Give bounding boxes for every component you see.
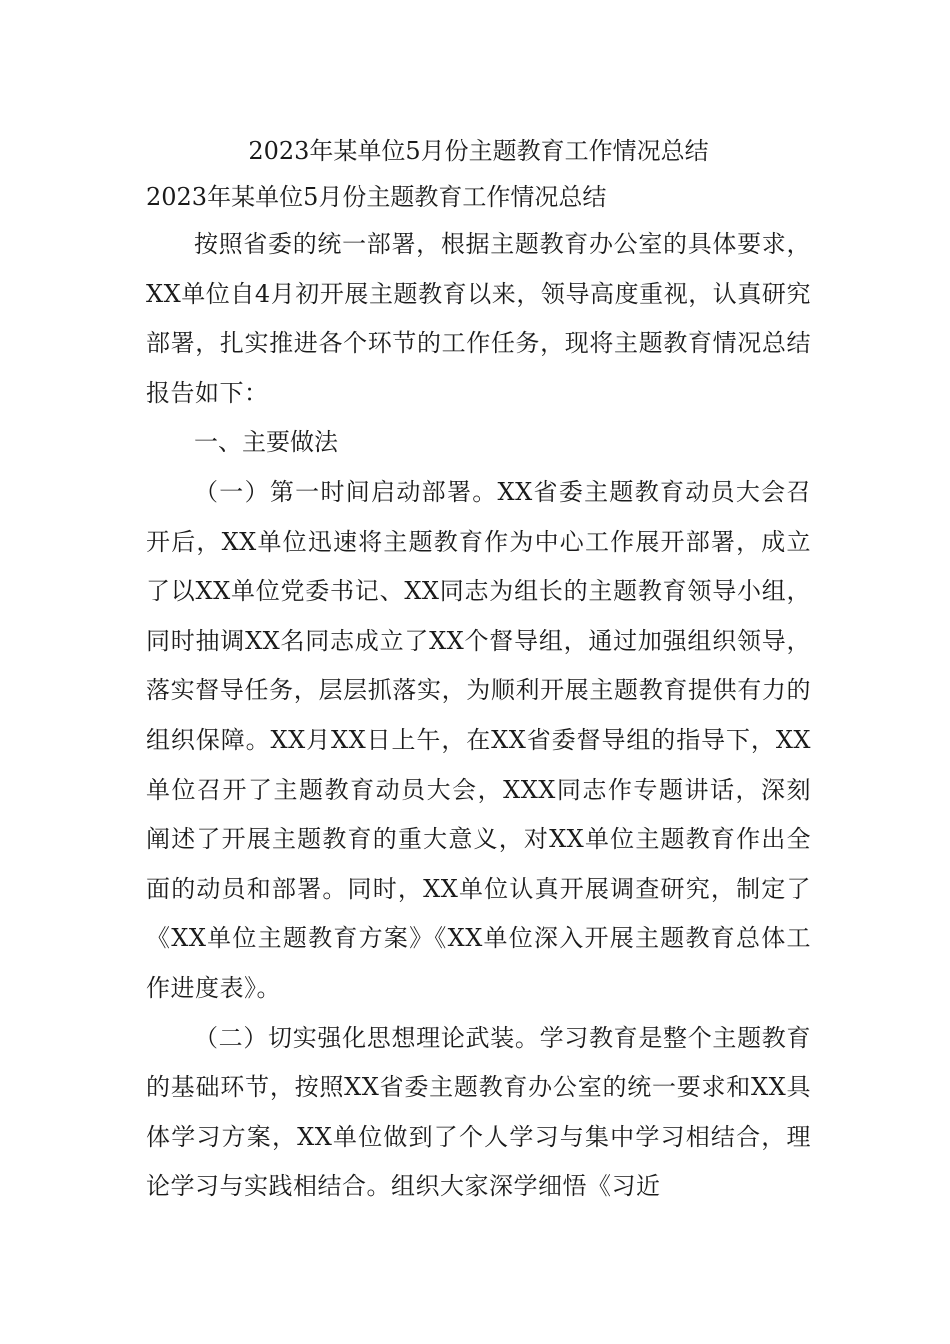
document-subtitle: 2023年某单位5月份主题教育工作情况总结	[146, 183, 607, 211]
document-title: 2023年某单位5月份主题教育工作情况总结	[248, 137, 709, 165]
paragraph-launch-deployment: （一）第一时间启动部署。XX省委主题教育动员大会召开后，XX单位迅速将主题教育作为中心工作展开部署，成立了以XX单位党委书记、XX同志为组长的主题教育领导小组，同时抽调XX名同志成立了XX个督导组，通过加强组织领导，落实督导任务，层层抓落实，为顺利开展主题教育提供有力的组织保障。XX月XX日上午，在XX省委督导组的指导下，XX单位召开了主题教育动员大会，XXX同志作专题讲话，深刻阐述了开展主题教育的重大意义，对XX单位主题教育作出全面的动员和部署。同时，XX单位认真开展调查研究，制定了《XX单位主题教育方案》《XX单位深入开展主题教育总体工作进度表》。	[146, 477, 811, 1002]
paragraph-theory-armament: （二）切实强化思想理论武装。学习教育是整个主题教育的基础环节，按照XX省委主题教育办公室的统一要求和XX具体学习方案，XX单位做到了个人学习与集中学习相结合，理论学习与实践相结合。组织大家深学细悟《习近	[146, 1023, 811, 1201]
document-page	[146, 128, 811, 1212]
intro-paragraph: 按照省委的统一部署，根据主题教育办公室的具体要求，XX单位自4月初开展主题教育以来，领导高度重视，认真研究部署，扎实推进各个环节的工作任务，现将主题教育情况总结报告如下：	[146, 230, 811, 407]
section-heading-main-practices: 一、主要做法	[194, 428, 338, 457]
